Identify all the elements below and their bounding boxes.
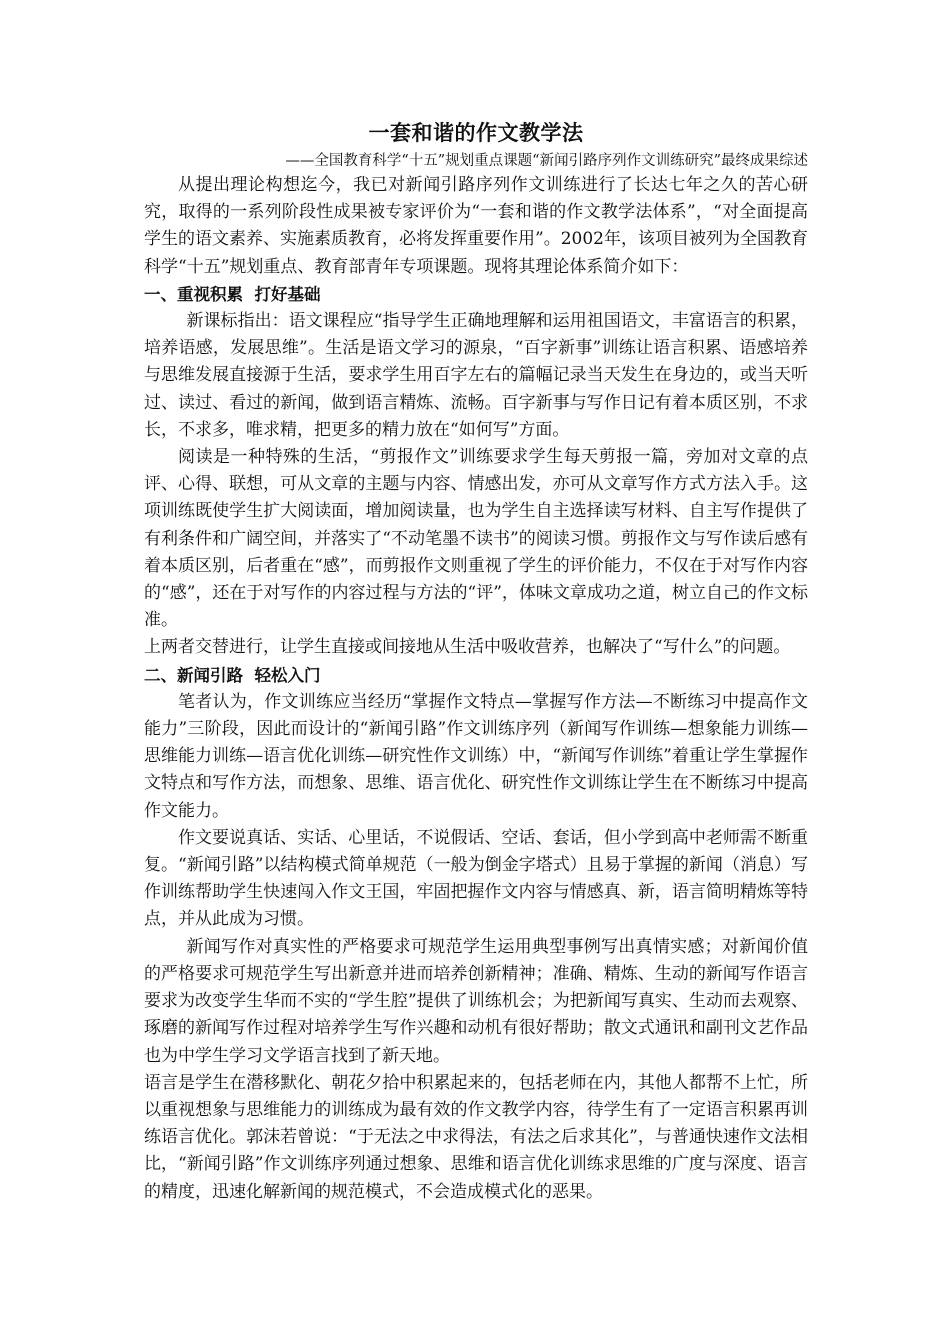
section-1-heading: 一、重视积累 打好基础 bbox=[144, 284, 321, 304]
document-page bbox=[144, 116, 808, 1206]
section-1-paragraph-2: 阅读是一种特殊的生活，“剪报作文”训练要求学生每天剪报一篇，旁加对文章的点评、心得、联想，可从文章的主题与内容、情感出发，亦可从文章写作方式方法入手。这项训练既使学生扩大阅读面，增加阅读量，也为学生自主选择读写材料、自主写作提供了有利条件和广阔空间，并落实了“不动笔墨不读书”的阅读习惯。剪报作文与写作读后感有着本质区别，后者重在“感”，而剪报作文则重视了学生的评价能力，不仅在于对写作内容的“感”，还在于对写作的内容过程与方法的“评”，体味文章成功之道，树立自己的作文标准。 bbox=[144, 447, 808, 631]
section-2-paragraph-2: 作文要说真话、实话、心里话，不说假话、空话、套话，但小学到高中老师需不断重复。“新闻引路”以结构模式简单规范（一般为倒金字塔式）且易于掌握的新闻（消息）写作训练帮助学生快速闯入作文王国，牢固把握作文内容与情感真、新，语言简明精炼等特点，并从此成为习惯。 bbox=[144, 827, 808, 930]
section-2-paragraph-3: 新闻写作对真实性的严格要求可规范学生运用典型事例写出真情实感；对新闻价值的严格要求可规范学生写出新意并进而培养创新精神；准确、精炼、生动的新闻写作语言要求为改变学生华而不实的“学生腔”提供了训练机会；为把新闻写真实、生动而去观察、琢磨的新闻写作过程对培养学生写作兴趣和动机有很好帮助；散文式通讯和副刊文艺作品也为中学生学习文学语言找到了新天地。 bbox=[144, 936, 808, 1066]
document-subtitle: ——全国教育科学“十五”规划重点课题“新闻引路序列作文训练研究”最终成果综述 bbox=[285, 153, 808, 169]
section-2-paragraph-1: 笔者认为，作文训练应当经历“掌握作文特点—掌握写作方法—不断练习中提高作文能力”三阶段，因此而设计的“新闻引路”作文训练序列（新闻写作训练—想象能力训练—思维能力训练—语言优化训练—研究性作文训练）中，“新闻写作训练”着重让学生掌握作文特点和写作方法，而想象、思维、语言优化、研究性作文训练让学生在不断练习中提高作文能力。 bbox=[144, 691, 808, 821]
document-title: 一套和谐的作文教学法 bbox=[368, 120, 584, 145]
section-2-heading: 二、新闻引路 轻松入门 bbox=[144, 665, 321, 685]
intro-paragraph: 从提出理论构想迄今，我已对新闻引路序列作文训练进行了长达七年之久的苦心研究，取得的一系列阶段性成果被专家评价为“一套和谐的作文教学法体系”，“对全面提高学生的语文素养、实施素质教育，必将发挥重要作用”。2002年，该项目被列为全国教育科学“十五”规划重点、教育部青年专项课题。现将其理论体系简介如下： bbox=[144, 175, 808, 277]
section-2-paragraph-4: 语言是学生在潜移默化、朝花夕拾中积累起来的，包括老师在内，其他人都帮不上忙，所以重视想象与思维能力的训练成为最有效的作文教学内容，待学生有了一定语言积累再训练语言优化。郭沫若曾说：“于无法之中求得法，有法之后求其化”，与普通快速作文法相比，“新闻引路”作文训练序列通过想象、思维和语言优化训练求思维的广度与深度、语言的精度，迅速化解新闻的规范模式，不会造成模式化的恶果。 bbox=[144, 1072, 808, 1202]
section-1-paragraph-3: 上两者交替进行，让学生直接或间接地从生活中吸收营养，也解决了“写什么”的问题。 bbox=[144, 637, 791, 658]
section-1-paragraph-1: 新课标指出：语文课程应“指导学生正确地理解和运用祖国语文，丰富语言的积累，培养语感，发展思维”。生活是语文学习的源泉，“百字新事”训练让语言积累、语感培养与思维发展直接源于生活，要求学生用百字左右的篇幅记录当天发生在身边的，或当天听过、读过、看过的新闻，做到语言精炼、流畅。百字新事与写作日记有着本质区别，不求长，不求多，唯求精，把更多的精力放在“如何写”方面。 bbox=[144, 311, 808, 440]
